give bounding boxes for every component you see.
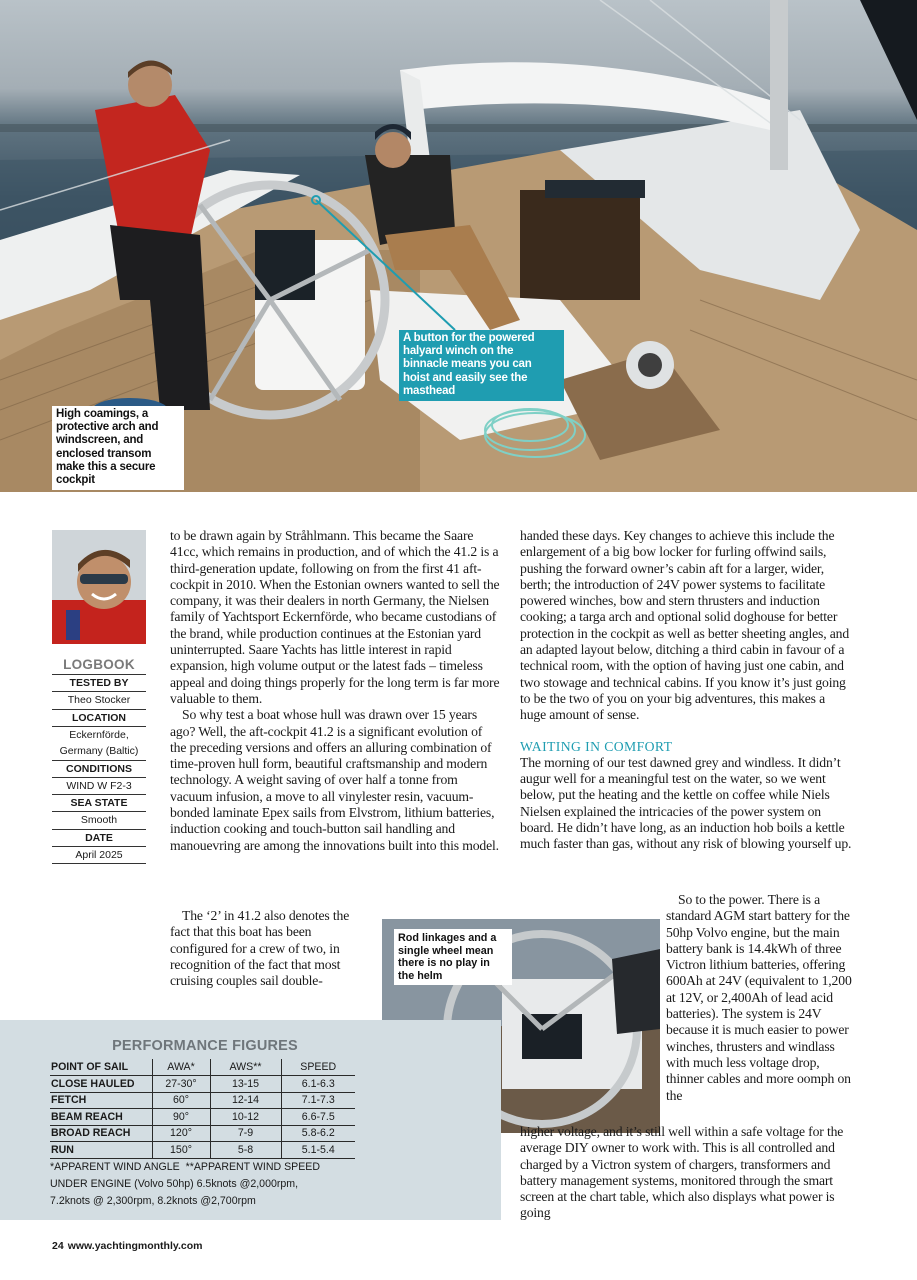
hero-photo <box>0 0 917 492</box>
article-paragraph: The morning of our test dawned grey and windless. It didn’t augur well for a meaningful test on the water, so we went below, put the heating and the kettle on coffee while Niels Nielsen explained the intricacies of the power system on board. He didn’t have long, as an induction hob boils a kettle much faster than gas, without any risk of blowing yourself up. <box>520 754 852 852</box>
table-row <box>50 1109 355 1126</box>
table-row <box>50 1092 355 1109</box>
table-cell: 13-15 <box>210 1076 281 1093</box>
performance-title: PERFORMANCE FIGURES <box>112 1038 298 1054</box>
logbook <box>52 656 146 864</box>
article-paragraph-wrap-text: So to the power. There is a standard AGM start battery for the 50hp Volvo engine, but the main battery bank is 14.4kWh of three Victron lithium batteries, offering 600Ah at 24V (equivalent to 1,200 at 12V, or 2,400Ah of lead acid batteries). The system is 24V because it is much easier to power winches, thrusters and windlass with much less voltage drop, thinner cables and more oomph on the <box>666 892 852 1103</box>
article-subhead: WAITING IN COMFORT <box>520 738 673 754</box>
hero-caption-cockpit-text: High coamings, a protective arch and windscreen, and enclosed transom make this a secure cockpit <box>56 408 159 487</box>
logbook-label-location: LOCATION <box>52 709 146 726</box>
logbook-value-sea-state: Smooth <box>52 811 146 829</box>
hero-caption-cockpit <box>52 406 184 490</box>
table-row <box>50 1076 355 1093</box>
inset-caption: Rod linkages and a single wheel mean there is no play in the helm <box>394 929 512 985</box>
article-paragraph: higher voltage, and it’s still well within a safe voltage for the average DIY owner to work with. This is all controlled and charged by a Victron system of chargers, transformers and battery management systems, monitored through the smart screen at the chart table, which also displays what power is going <box>520 1124 844 1221</box>
performance-engine-line-1: UNDER ENGINE (Volvo 50hp) 6.5knots @2,000rpm, <box>50 1178 299 1190</box>
table-cell: 6.1-6.3 <box>281 1076 355 1093</box>
performance-table <box>50 1059 355 1159</box>
table-cell: 120° <box>152 1125 210 1142</box>
table-row <box>50 1125 355 1142</box>
article-paragraph: to be drawn again by Stråhlmann. This became the Saare 41cc, which remains in production, and of which the 41.2 is a third-generation update, following on from the first 41 aft-cockpit in 2010. When the Estonian owners wanted to sell the company, it was their dealers in north Germany, the Nielsen family of Yachtsport Eckernförde, who became custodians of the brand, while production continues at the Estonian yard uninterrupted. Saare Yachts has little interest in rapid expansion, high volume output or the latest fads – timeless appeal and doing things properly for the long term is far more valuable to them. <box>170 528 500 706</box>
article-paragraph: handed these days. Key changes to achieve this include the enlargement of a big bow locker for furling offwind sails, pushing the forward owner’s cabin aft for a larger, wider, berth; the introduction of 24V power systems to facilitate powered winches, bow and stern thrusters and induction cooking; a targa arch and optional solid doghouse for better protection in the cockpit as well as better sheeting angles, and an adapted layout below, ditching a third cabin in favour of a technical room, with the option of having just one cabin, and two stowage and technical cabins. If you know it’s just going to be the two of you on your big adventures, this makes a huge amount of sense. <box>520 528 850 723</box>
header-aws: AWS** <box>210 1059 281 1076</box>
article-column-2 <box>520 528 852 853</box>
article-column-1 <box>170 528 500 854</box>
logbook-value-location: Eckernförde, Germany (Baltic) <box>52 726 146 760</box>
logbook-value-conditions: WIND W F2-3 <box>52 777 146 795</box>
performance-engine-line-2: 7.2knots @ 2,300rpm, 8.2knots @2,700rpm <box>50 1195 256 1207</box>
logbook-value-tested-by: Theo Stocker <box>52 691 146 709</box>
table-cell: 6.6-7.5 <box>281 1109 355 1126</box>
table-row <box>50 1142 355 1159</box>
table-cell: FETCH <box>50 1092 152 1109</box>
page-footer <box>52 1240 202 1252</box>
performance-figures-panel <box>0 1020 501 1220</box>
performance-footnote: *APPARENT WIND ANGLE **APPARENT WIND SPEED <box>50 1161 321 1173</box>
table-cell: 5.1-5.4 <box>281 1142 355 1159</box>
hero-caption-winch <box>399 330 564 401</box>
page-number: 24 <box>52 1240 64 1252</box>
article-column-2-tail <box>520 1124 852 1222</box>
table-cell: BEAM REACH <box>50 1109 152 1126</box>
table-cell: 90° <box>152 1109 210 1126</box>
header-awa: AWA* <box>152 1059 210 1076</box>
table-cell: 7.1-7.3 <box>281 1092 355 1109</box>
article-paragraph: The ‘2’ in 41.2 also denotes the fact that this boat has been configured for a crew of two, in recognition of the fact that most cruising couples sail double- <box>170 908 350 989</box>
table-cell: 10-12 <box>210 1109 281 1126</box>
logbook-value-date: April 2025 <box>52 846 146 865</box>
table-cell: CLOSE HAULED <box>50 1076 152 1093</box>
table-cell: 60° <box>152 1092 210 1109</box>
table-cell: RUN <box>50 1142 152 1159</box>
logbook-label-sea-state: SEA STATE <box>52 794 146 811</box>
article-column-1-wrap <box>170 908 370 989</box>
table-cell: 5-8 <box>210 1142 281 1159</box>
performance-header-row <box>50 1059 355 1076</box>
logbook-title: LOGBOOK <box>63 657 135 672</box>
footer-url[interactable]: www.yachtingmonthly.com <box>67 1240 203 1252</box>
hero-caption-winch-text: A button for the powered halyard winch on the binnacle means you can hoist and easily see the masthead <box>403 332 535 397</box>
table-cell: 5.8-6.2 <box>281 1125 355 1142</box>
header-speed: SPEED <box>281 1059 355 1076</box>
logbook-label-date: DATE <box>52 829 146 846</box>
table-cell: 12-14 <box>210 1092 281 1109</box>
performance-notes <box>50 1159 350 1210</box>
table-cell: 150° <box>152 1142 210 1159</box>
tester-portrait <box>52 530 146 644</box>
logbook-label-tested-by: TESTED BY <box>52 674 146 691</box>
article-paragraph: So why test a boat whose hull was drawn over 15 years ago? Well, the aft-cockpit 41.2 is a significant evolution of the preceding versions and offers an alluring combination of time-proven hull form, beautiful craftsmanship and modern technology. A weight saving of over half a tonne from vacuum infusion, a move to all vinylester resin, vacuum-bonded laminate Epex sails from Elvstrom, lithium batteries, induction cooking and touch-button sail handling and manouevring are among the innovations built into this model. <box>170 707 499 853</box>
header-point-of-sail: POINT OF SAIL <box>50 1059 152 1076</box>
table-cell: 7-9 <box>210 1125 281 1142</box>
table-cell: BROAD REACH <box>50 1125 152 1142</box>
table-cell: 27-30° <box>152 1076 210 1093</box>
logbook-label-conditions: CONDITIONS <box>52 760 146 777</box>
